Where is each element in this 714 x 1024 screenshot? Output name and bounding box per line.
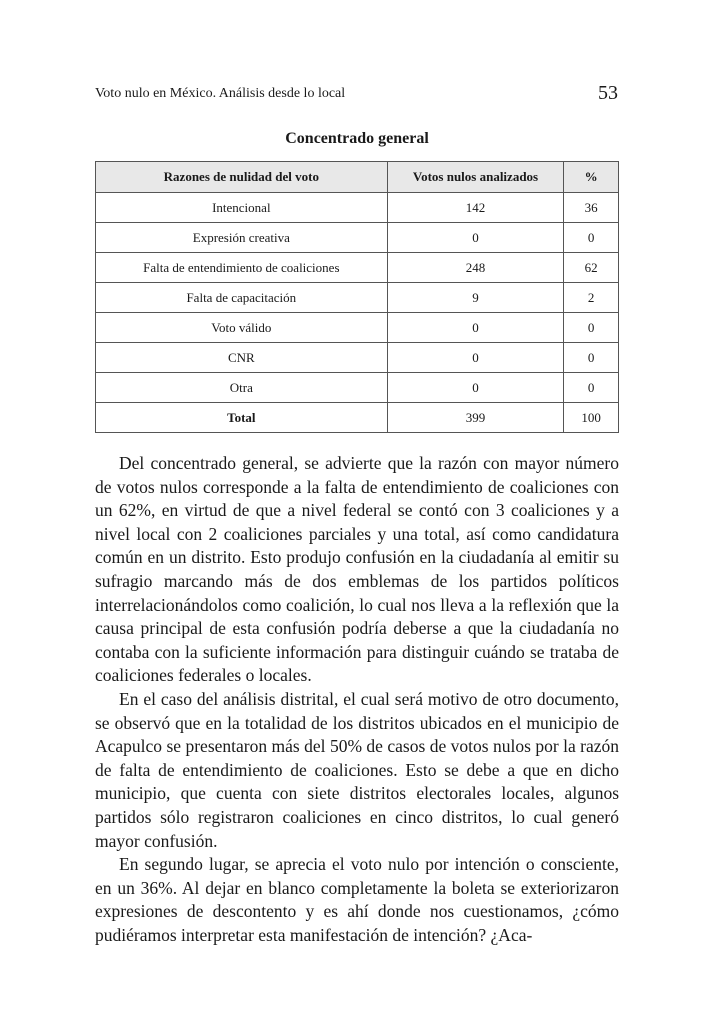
table-row bbox=[96, 283, 619, 313]
percent-cell: 0 bbox=[564, 373, 619, 403]
total-votes-cell: 399 bbox=[387, 403, 564, 433]
summary-table bbox=[95, 161, 619, 433]
table-title: Concentrado general bbox=[285, 130, 429, 147]
table-row bbox=[96, 373, 619, 403]
percent-cell: 0 bbox=[564, 313, 619, 343]
reason-cell: CNR bbox=[96, 343, 388, 373]
votes-cell: 0 bbox=[387, 223, 564, 253]
percent-cell: 36 bbox=[564, 193, 619, 223]
paragraph: En el caso del análisis distrital, el cual será motivo de otro documento, se observó que en la totalidad de los distritos ubicados en el municipio de Acapulco se presentaron más del 50% de casos de votos nulos por la razón de falta de entendimiento de coaliciones. Esto se debe a que en dicho municipio, que cuenta con siete distritos electorales locales, algunos partidos sólo registraron coaliciones en cinco distritos, lo cual generó mayor confusión. bbox=[95, 688, 619, 851]
total-label-cell: Total bbox=[96, 403, 388, 433]
reason-cell: Voto válido bbox=[96, 313, 388, 343]
votes-cell: 9 bbox=[387, 283, 564, 313]
percent-cell: 62 bbox=[564, 253, 619, 283]
paragraph: En segundo lugar, se aprecia el voto nulo por intención o consciente, en un 36%. Al dejar en blanco completamente la boleta se exteriorizaron expresiones de descontento y es ahí donde nos cuestionamos, ¿cómo pudiéramos interpretar esta manifestación de intención? ¿Aca- bbox=[95, 854, 619, 945]
table-row bbox=[96, 223, 619, 253]
reason-cell: Falta de entendimiento de coaliciones bbox=[96, 253, 388, 283]
percent-cell: 2 bbox=[564, 283, 619, 313]
reason-cell: Falta de capacitación bbox=[96, 283, 388, 313]
table-row bbox=[96, 343, 619, 373]
reason-cell: Intencional bbox=[96, 193, 388, 223]
table-row bbox=[96, 253, 619, 283]
table-header-row bbox=[96, 162, 619, 193]
table-total-row bbox=[96, 403, 619, 433]
column-header: Votos nulos analizados bbox=[387, 162, 564, 193]
votes-cell: 0 bbox=[387, 313, 564, 343]
percent-cell: 0 bbox=[564, 343, 619, 373]
percent-cell: 0 bbox=[564, 223, 619, 253]
total-percent-cell: 100 bbox=[564, 403, 619, 433]
votes-cell: 0 bbox=[387, 373, 564, 403]
body-text bbox=[95, 452, 619, 947]
reason-cell: Expresión creativa bbox=[96, 223, 388, 253]
paragraph: Del concentrado general, se advierte que la razón con mayor número de votos nulos corresponde a la falta de entendimiento de coaliciones con un 62%, en virtud de que a nivel federal se contó con 3 coaliciones y a nivel local con 2 coaliciones parciales y una total, así como candidatura común en un distrito. Esto produjo confusión en la ciudadanía al emitir su sufragio marcando más de dos emblemas de los partidos políticos interrelacionándolos como coalición, lo cual nos lleva a la reflexión que la causa principal de esta confusión podría deberse a que la ciudadanía no contaba con la suficiente información para distinguir cuándo se trataba de coaliciones federales o locales. bbox=[95, 453, 619, 686]
reason-cell: Otra bbox=[96, 373, 388, 403]
column-header: Razones de nulidad del voto bbox=[96, 162, 388, 193]
running-head: Voto nulo en México. Análisis desde lo local bbox=[95, 86, 346, 101]
votes-cell: 0 bbox=[387, 343, 564, 373]
table-row bbox=[96, 313, 619, 343]
column-header: % bbox=[564, 162, 619, 193]
votes-cell: 248 bbox=[387, 253, 564, 283]
page-number: 53 bbox=[598, 82, 618, 104]
table-row bbox=[96, 193, 619, 223]
votes-cell: 142 bbox=[387, 193, 564, 223]
